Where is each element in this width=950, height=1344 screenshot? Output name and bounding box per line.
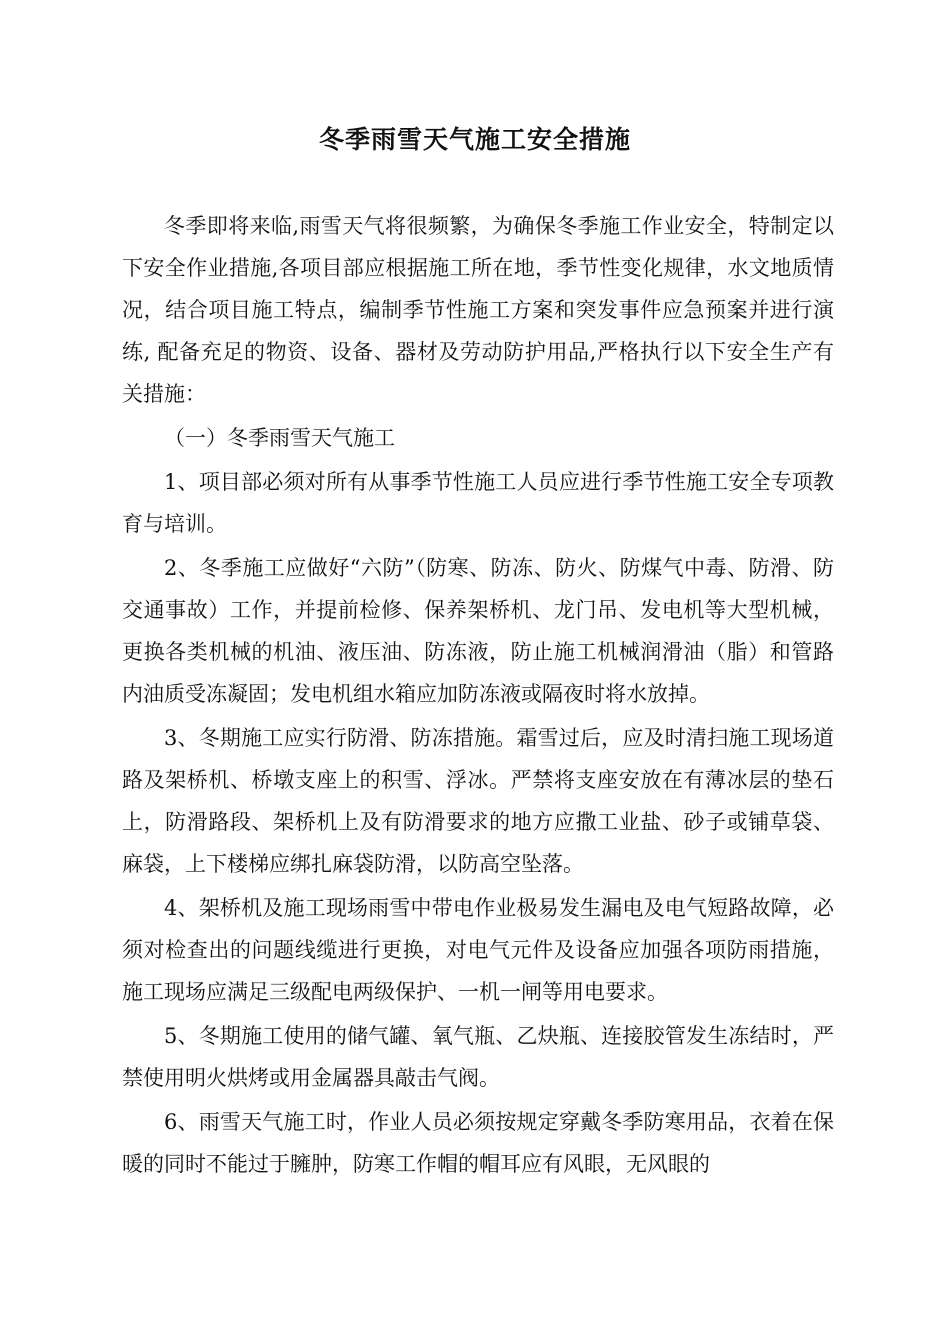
document-body xyxy=(122,205,834,1187)
item-paragraph-3: 3、冬期施工应实行防滑、防冻措施。霜雪过后，应及时清扫施工现场道路及架桥机、桥墩支座上的积雪、浮冰。严禁将支座安放在有薄冰层的垫石上，防滑路段、架桥机上及有防滑要求的地方应撒工业盐、砂子或铺草袋、麻袋，上下楼梯应绑扎麻袋防滑，以防高空坠落。 xyxy=(122,726,834,876)
item-paragraph-5: 5、冬期施工使用的储气罐、氧气瓶、乙炔瓶、连接胶管发生冻结时，严禁使用明火烘烤或用金属器具敲击气阀。 xyxy=(122,1024,834,1090)
item-paragraph-1: 1、项目部必须对所有从事季节性施工人员应进行季节性施工安全专项教育与培训。 xyxy=(122,470,834,536)
document-title: 冬季雨雪天气施工安全措施 xyxy=(318,125,631,154)
item-paragraph-4: 4、架桥机及施工现场雨雪中带电作业极易发生漏电及电气短路故障，必须对检查出的问题线缆进行更换，对电气元件及设备应加强各项防雨措施，施工现场应满足三级配电两级保护、一机一闸等用电要求。 xyxy=(122,896,834,1004)
intro-paragraph: 冬季即将来临,雨雪天气将很频繁，为确保冬季施工作业安全，特制定以下安全作业措施,各项目部应根据施工所在地，季节性变化规律，水文地质情况，结合项目施工特点，编制季节性施工方案和突发事件应急预案并进行演练, 配备充足的物资、设备、器材及劳动防护用品,严格执行以下安全生产有关措施： xyxy=(122,214,834,406)
item-paragraph-2: 2、冬季施工应做好“六防”（防寒、防冻、防火、防煤气中毒、防滑、防交通事故）工作，并提前检修、保养架桥机、龙门吊、发电机等大型机械，更换各类机械的机油、液压油、防冻液，防止施工机械润滑油（脂）和管路内油质受冻凝固；发电机组水箱应加防冻液或隔夜时将水放掉。 xyxy=(122,556,834,706)
section-heading: （一）冬季雨雪天气施工 xyxy=(164,426,395,450)
item-paragraph-6: 6、雨雪天气施工时，作业人员必须按规定穿戴冬季防寒用品，衣着在保暖的同时不能过于臃肿，防寒工作帽的帽耳应有风眼，无风眼的 xyxy=(122,1110,834,1176)
